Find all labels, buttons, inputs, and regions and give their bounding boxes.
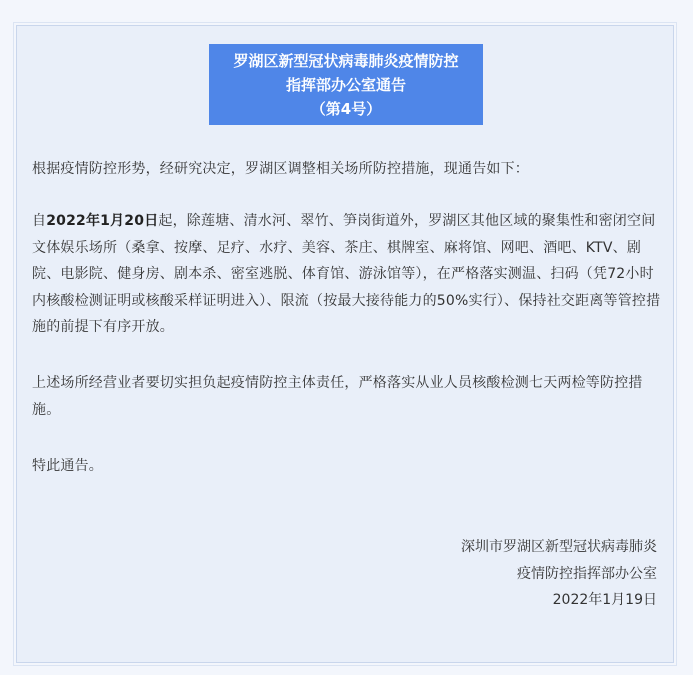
main-prefix: 自 xyxy=(32,213,47,229)
signature-org-line-2: 疫情防控指挥部办公室 xyxy=(517,565,657,582)
signature-date: 2022年1月19日 xyxy=(552,592,657,608)
notice-title-banner xyxy=(209,44,483,125)
title-line-3: （第4号） xyxy=(310,100,382,118)
title-line-2: 指挥部办公室通告 xyxy=(285,76,406,94)
responsibility-paragraph: 上述场所经营业者要切实担负起疫情防控主体责任，严格落实从业人员核酸检测七天两检等防控措施。 xyxy=(32,375,643,418)
notice-card xyxy=(16,25,674,663)
signature-block xyxy=(461,534,657,614)
closing-paragraph: 特此通告。 xyxy=(32,458,103,474)
signature-org-line-1: 深圳市罗湖区新型冠状病毒肺炎 xyxy=(461,539,657,555)
intro-paragraph: 根据疫情防控形势，经研究决定，罗湖区调整相关场所防控措施，现通告如下： xyxy=(32,161,529,177)
effective-date: 2022年1月20日 xyxy=(46,213,159,229)
main-paragraph xyxy=(32,208,662,341)
main-body: 起，除莲塘、清水河、翠竹、笋岗街道外，罗湖区其他区域的聚集性和密闭空间文体娱乐场所（桑拿、按摩、足疗、水疗、美容、茶庄、棋牌室、麻将馆、网吧、酒吧、KTV、剧院、电影院、健身房、剧本杀、密室逃脱、体育馆、游泳馆等），在严格落实测温、扫码（凭72小时内核酸检测证明或核酸采样证明进入）、限流（按最大接待能力的50%实行）、保持社交距离等管控措施的前提下有序开放。 xyxy=(32,213,661,335)
title-line-1: 罗湖区新型冠状病毒肺炎疫情防控 xyxy=(233,52,459,70)
